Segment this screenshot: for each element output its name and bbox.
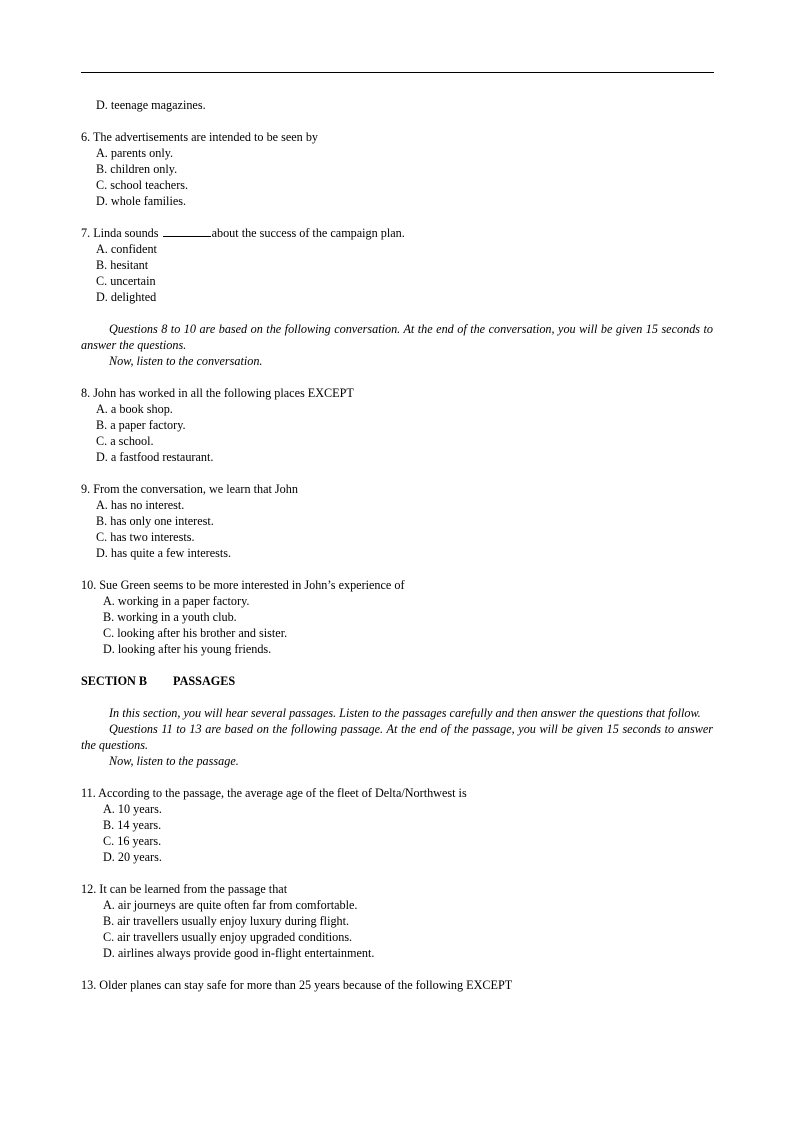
q10-option-a: A. working in a paper factory.	[103, 594, 250, 608]
q11-option-b: B. 14 years.	[103, 818, 162, 832]
q11-option-c: C. 16 years.	[103, 834, 162, 848]
instructions-11-13: Questions 11 to 13 are based on the following passage. At the end of the passage, you will be given 15 seconds to answer the questions.	[81, 722, 713, 752]
q9-option-d: D. has quite a few interests.	[96, 546, 232, 560]
q12-option-a: A. air journeys are quite often far from comfortable.	[103, 898, 358, 912]
instructions-8-10	[81, 321, 713, 369]
question-7	[81, 225, 713, 305]
q11-option-a: A. 10 years.	[103, 802, 162, 816]
section-b-label: SECTION B	[81, 674, 148, 688]
q7-option-a: A. confident	[96, 242, 157, 256]
q10-option-c: C. looking after his brother and sister.	[103, 626, 288, 640]
q10-option-b: B. working in a youth club.	[103, 610, 237, 624]
section-b-heading	[81, 673, 713, 689]
q7-stem-before: 7. Linda sounds	[81, 226, 159, 240]
q8-option-a: A. a book shop.	[96, 402, 173, 416]
q8-option-d: D. a fastfood restaurant.	[96, 450, 214, 464]
q12-option-b: B. air travellers usually enjoy luxury during flight.	[103, 914, 350, 928]
q9-option-c: C. has two interests.	[96, 530, 195, 544]
question-12	[81, 881, 713, 961]
q6-option-c: C. school teachers.	[96, 178, 189, 192]
q12-option-c: C. air travellers usually enjoy upgraded conditions.	[103, 930, 353, 944]
q10-stem: 10. Sue Green seems to be more interested in John’s experience of	[81, 578, 405, 592]
section-b-listen: Now, listen to the passage.	[109, 754, 239, 768]
q9-stem: 9. From the conversation, we learn that John	[81, 482, 298, 496]
q7-option-b: B. hesitant	[96, 258, 149, 272]
question-8	[81, 385, 713, 465]
q12-option-d: D. airlines always provide good in-flight entertainment.	[103, 946, 375, 960]
exam-page	[81, 97, 713, 993]
q12-stem: 12. It can be learned from the passage that	[81, 882, 288, 896]
q7-stem	[81, 225, 713, 241]
q8-stem: 8. John has worked in all the following places EXCEPT	[81, 386, 354, 400]
question-9	[81, 481, 713, 561]
question-10	[81, 577, 713, 657]
q8-option-b: B. a paper factory.	[96, 418, 186, 432]
q13-stem: 13. Older planes can stay safe for more than 25 years because of the following EXCEPT	[81, 978, 513, 992]
q6-stem: 6. The advertisements are intended to be seen by	[81, 130, 319, 144]
q9-option-a: A. has no interest.	[96, 498, 185, 512]
section-b-title: PASSAGES	[173, 674, 236, 688]
question-6	[81, 129, 713, 209]
instructions-8-10-text: Questions 8 to 10 are based on the following conversation. At the end of the conversation, you will be given 15 seconds to answer the questions.	[81, 322, 713, 352]
q9-option-b: B. has only one interest.	[96, 514, 214, 528]
q7-option-d: D. delighted	[96, 290, 157, 304]
q11-option-d: D. 20 years.	[103, 850, 162, 864]
header-rule	[81, 72, 714, 73]
q6-option-a: A. parents only.	[96, 146, 174, 160]
q7-option-c: C. uncertain	[96, 274, 156, 288]
q6-option-b: B. children only.	[96, 162, 178, 176]
q6-option-d: D. whole families.	[96, 194, 187, 208]
instructions-8-10-listen: Now, listen to the conversation.	[109, 354, 263, 368]
q5-option-d: D. teenage magazines.	[96, 98, 206, 112]
q11-stem: 11. According to the passage, the average age of the fleet of Delta/Northwest is	[81, 786, 467, 800]
question-11	[81, 785, 713, 865]
section-b-instructions	[81, 705, 713, 769]
question-13	[81, 977, 713, 993]
q8-option-c: C. a school.	[96, 434, 154, 448]
section-b-intro: In this section, you will hear several passages. Listen to the passages carefully and then answer the questions that follow.	[109, 706, 701, 720]
q7-stem-after: about the success of the campaign plan.	[211, 226, 405, 240]
q10-option-d: D. looking after his young friends.	[103, 642, 272, 656]
answer-blank	[163, 225, 211, 237]
